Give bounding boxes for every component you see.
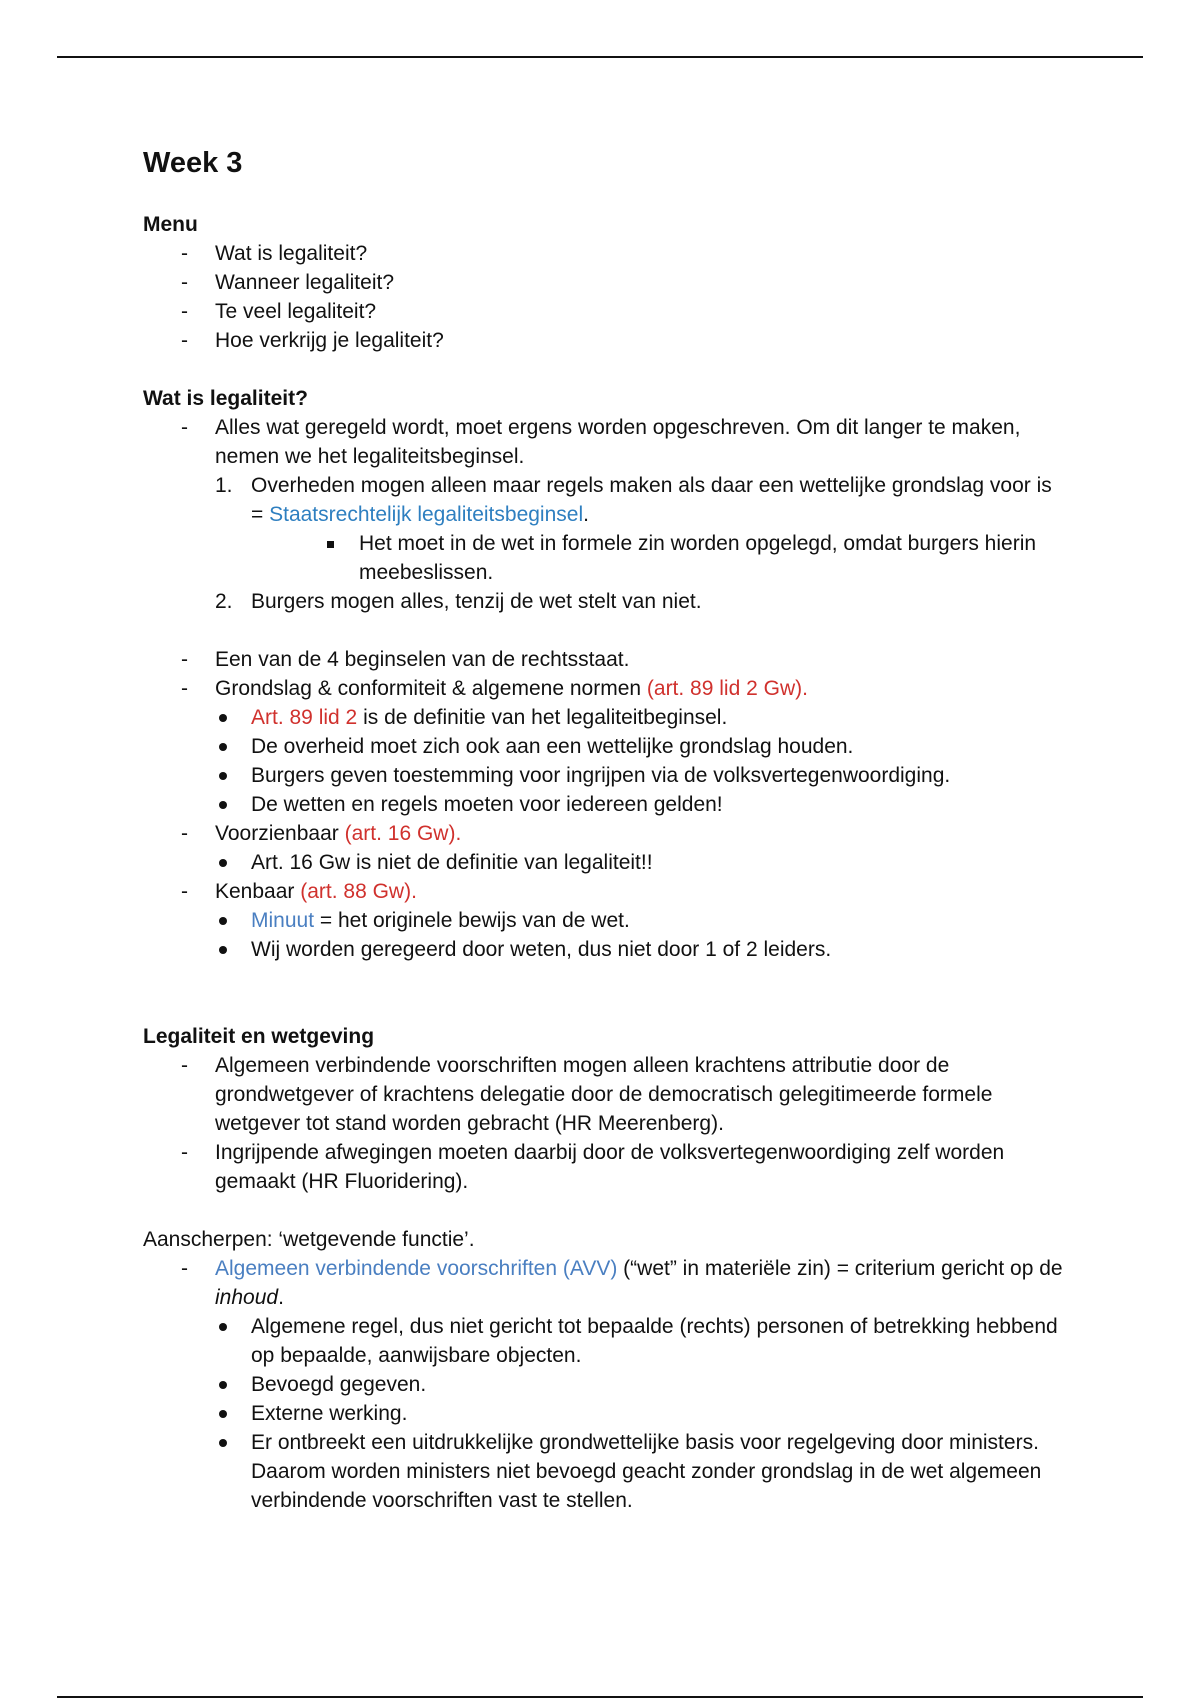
header-rule (57, 56, 1143, 58)
list-item: - Een van de 4 beginselen van de rechtsstaat. (143, 645, 1063, 674)
item-text: Voorzienbaar (215, 822, 345, 845)
aanscherpen-intro: Aanscherpen: ‘wetgevende functie’. (143, 1228, 475, 1251)
list-item: De wetten en regels moeten voor iedereen gelden! (215, 790, 1063, 819)
wat-list-2 (143, 645, 1063, 964)
wat-list (143, 413, 1063, 616)
term-link: Algemeen verbindende voorschriften (AVV) (215, 1257, 618, 1280)
section-heading-wat: Wat is legaliteit? (143, 387, 308, 410)
term-link: Minuut (251, 909, 315, 932)
list-item: - Te veel legaliteit? (143, 297, 1063, 326)
wat-intro: Alles wat geregeld wordt, moet ergens worden opgeschreven. Om dit langer te maken, nemen we het legaliteitsbeginsel. (215, 416, 1021, 468)
bullet-list (215, 703, 1063, 819)
article-ref: Art. 89 lid 2 (251, 706, 358, 729)
document-page (143, 142, 1063, 1515)
item-text: Kenbaar (215, 880, 301, 903)
bullet-list (215, 906, 1063, 964)
item-text: Overheden mogen alleen maar regels maken als daar een wettelijke grondslag voor is = (251, 474, 1052, 526)
list-item (143, 413, 1063, 616)
list-item: - Wanneer legaliteit? (143, 268, 1063, 297)
list-item: Bevoegd gegeven. (215, 1370, 1063, 1399)
list-item (143, 819, 1063, 877)
list-item: - Algemeen verbindende voorschriften mogen alleen krachtens attributie door de grondwetgever of krachtens delegatie door de democratisch gelegitimeerde formele wetgever tot stand worden gebracht (HR Meerenberg). (143, 1051, 1063, 1138)
list-item (215, 703, 1063, 732)
article-ref: (art. 88 Gw). (300, 880, 417, 903)
list-item: Algemene regel, dus niet gericht tot bepaalde (rechts) personen of betrekking hebbend op bepaalde, aanwijsbare objecten. (215, 1312, 1063, 1370)
page-title: Week 3 (143, 147, 243, 179)
list-item: Art. 16 Gw is niet de definitie van legaliteit!! (215, 848, 1063, 877)
emphasis: inhoud (215, 1286, 279, 1309)
square-list (323, 529, 1063, 587)
item-end: . (583, 503, 589, 526)
bullet-list (215, 1312, 1063, 1515)
numbered-item (215, 471, 1063, 587)
bullet-list (215, 848, 1063, 877)
list-item: - Ingrijpende afwegingen moeten daarbij door de volksvertegenwoordiging zelf worden gemaakt (HR Fluoridering). (143, 1138, 1063, 1196)
list-item: Er ontbreekt een uitdrukkelijke grondwettelijke basis voor regelgeving door ministers. Daarom worden ministers niet bevoegd geacht zonder grondslag in de wet algemeen verbindende voorschriften vast te stellen. (215, 1428, 1063, 1515)
numbered-list (215, 471, 1063, 616)
list-item (143, 674, 1063, 819)
article-ref: (art. 89 lid 2 Gw). (646, 677, 808, 700)
list-item: - Wat is legaliteit? (143, 239, 1063, 268)
list-item: Wij worden geregeerd door weten, dus niet door 1 of 2 leiders. (215, 935, 1063, 964)
wetgeving-list (143, 1051, 1063, 1196)
list-item (215, 906, 1063, 935)
item-text: Burgers mogen alles, tenzij de wet stelt van niet. (251, 590, 702, 613)
numbered-item (215, 587, 1063, 616)
list-item: Het moet in de wet in formele zin worden opgelegd, omdat burgers hierin meebeslissen. (323, 529, 1063, 587)
item-end: . (278, 1286, 284, 1309)
list-item: De overheid moet zich ook aan een wettelijke grondslag houden. (215, 732, 1063, 761)
list-item: Externe werking. (215, 1399, 1063, 1428)
list-item (143, 877, 1063, 964)
list-item (143, 1254, 1063, 1515)
menu-list (143, 239, 1063, 355)
term-link: Staatsrechtelijk legaliteitsbeginsel (269, 503, 584, 526)
item-text: is de definitie van het legaliteitbeginsel. (357, 706, 728, 729)
list-item: - Hoe verkrijg je legaliteit? (143, 326, 1063, 355)
item-text: = het originele bewijs van de wet. (314, 909, 630, 932)
menu-heading: Menu (143, 213, 198, 236)
item-text: Grondslag & conformiteit & algemene normen (215, 677, 647, 700)
article-ref: (art. 16 Gw). (344, 822, 462, 845)
item-text: (“wet” in materiële zin) = criterium gericht op de (617, 1257, 1063, 1280)
list-item: Burgers geven toestemming voor ingrijpen via de volksvertegenwoordiging. (215, 761, 1063, 790)
aanscherpen-list (143, 1254, 1063, 1515)
footer-rule (57, 1696, 1143, 1698)
section-heading-wetgeving: Legaliteit en wetgeving (143, 1025, 375, 1048)
